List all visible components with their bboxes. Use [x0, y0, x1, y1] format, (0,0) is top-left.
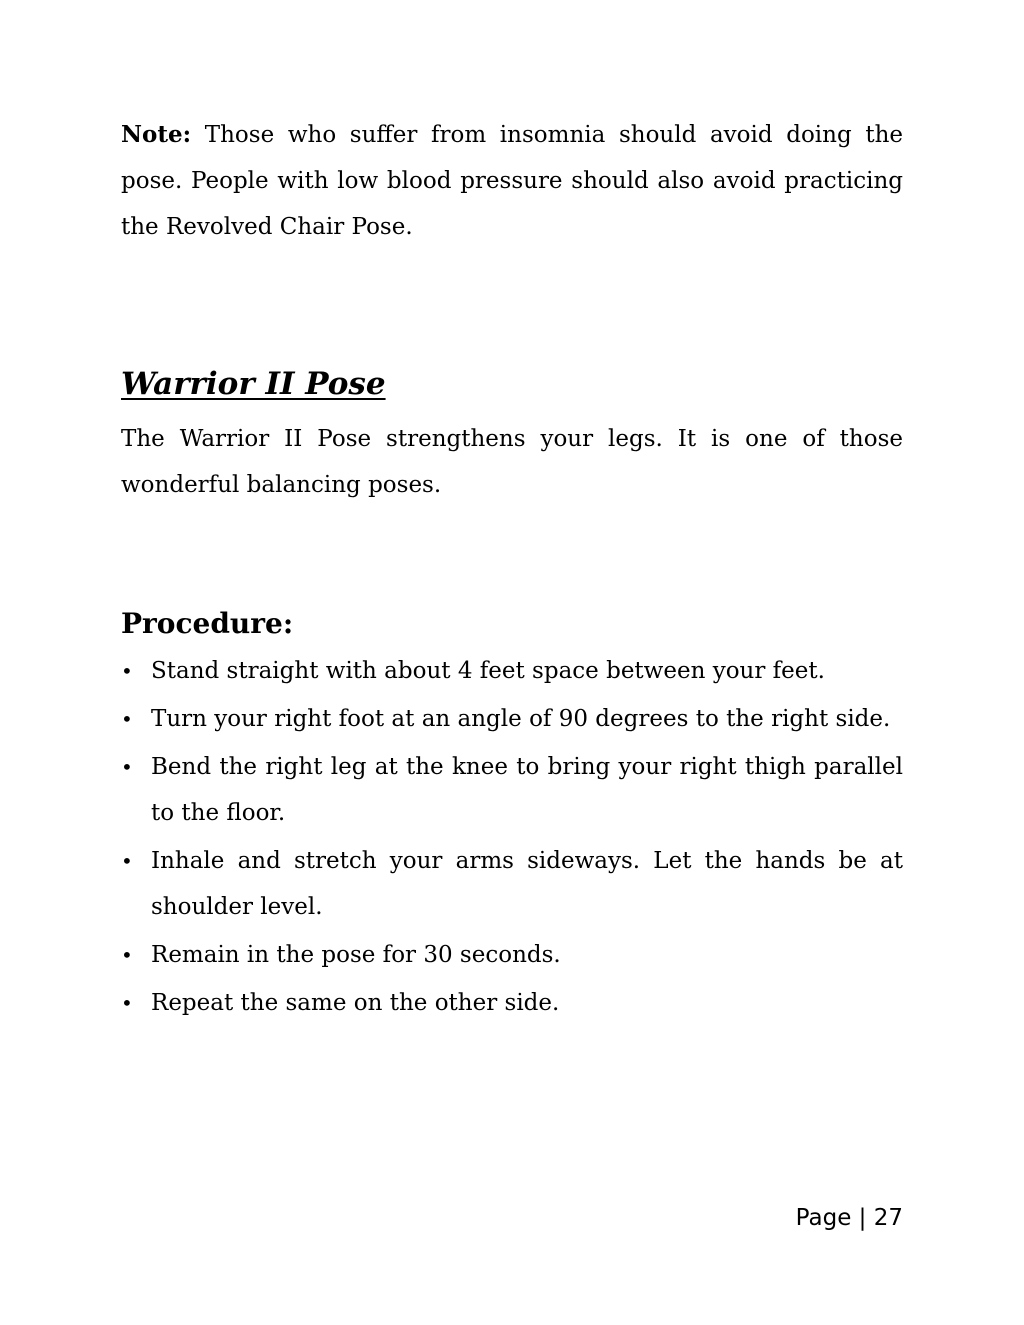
spacer — [121, 508, 903, 604]
step-text: Bend the right leg at the knee to bring your right thigh parallel to the floor. — [151, 754, 903, 826]
list-item — [121, 980, 903, 1026]
page-number: Page | 27 — [795, 1205, 903, 1231]
section-intro: The Warrior II Pose strengthens your legs. It is one of those wonderful balancing poses. — [121, 426, 903, 498]
step-text: Stand straight with about 4 feet space between your feet. — [151, 658, 825, 684]
page-content — [121, 112, 903, 1028]
bullet-icon: • — [121, 707, 133, 731]
list-item — [121, 648, 903, 694]
list-item — [121, 932, 903, 978]
bullet-icon: • — [121, 849, 133, 873]
list-item — [121, 696, 903, 742]
spacer — [121, 404, 903, 416]
step-text: Repeat the same on the other side. — [151, 990, 560, 1016]
note-label: Note: — [121, 121, 192, 148]
list-item — [121, 838, 903, 930]
procedure-heading: Procedure: — [121, 607, 294, 640]
bullet-icon: • — [121, 755, 133, 779]
bullet-icon: • — [121, 991, 133, 1015]
note-text: Those who suffer from insomnia should avoid doing the pose. People with low blood pressure should also avoid practicing the Revolved Chair Pose. — [121, 122, 903, 240]
bullet-icon: • — [121, 659, 133, 683]
spacer — [121, 250, 903, 364]
step-text: Inhale and stretch your arms sideways. Let the hands be at shoulder level. — [151, 848, 903, 920]
step-text: Turn your right foot at an angle of 90 degrees to the right side. — [151, 706, 891, 732]
list-item — [121, 744, 903, 836]
note-paragraph — [121, 112, 903, 250]
procedure-list — [121, 648, 903, 1026]
step-text: Remain in the pose for 30 seconds. — [151, 942, 561, 968]
bullet-icon: • — [121, 943, 133, 967]
section-title: Warrior II Pose — [121, 366, 386, 402]
